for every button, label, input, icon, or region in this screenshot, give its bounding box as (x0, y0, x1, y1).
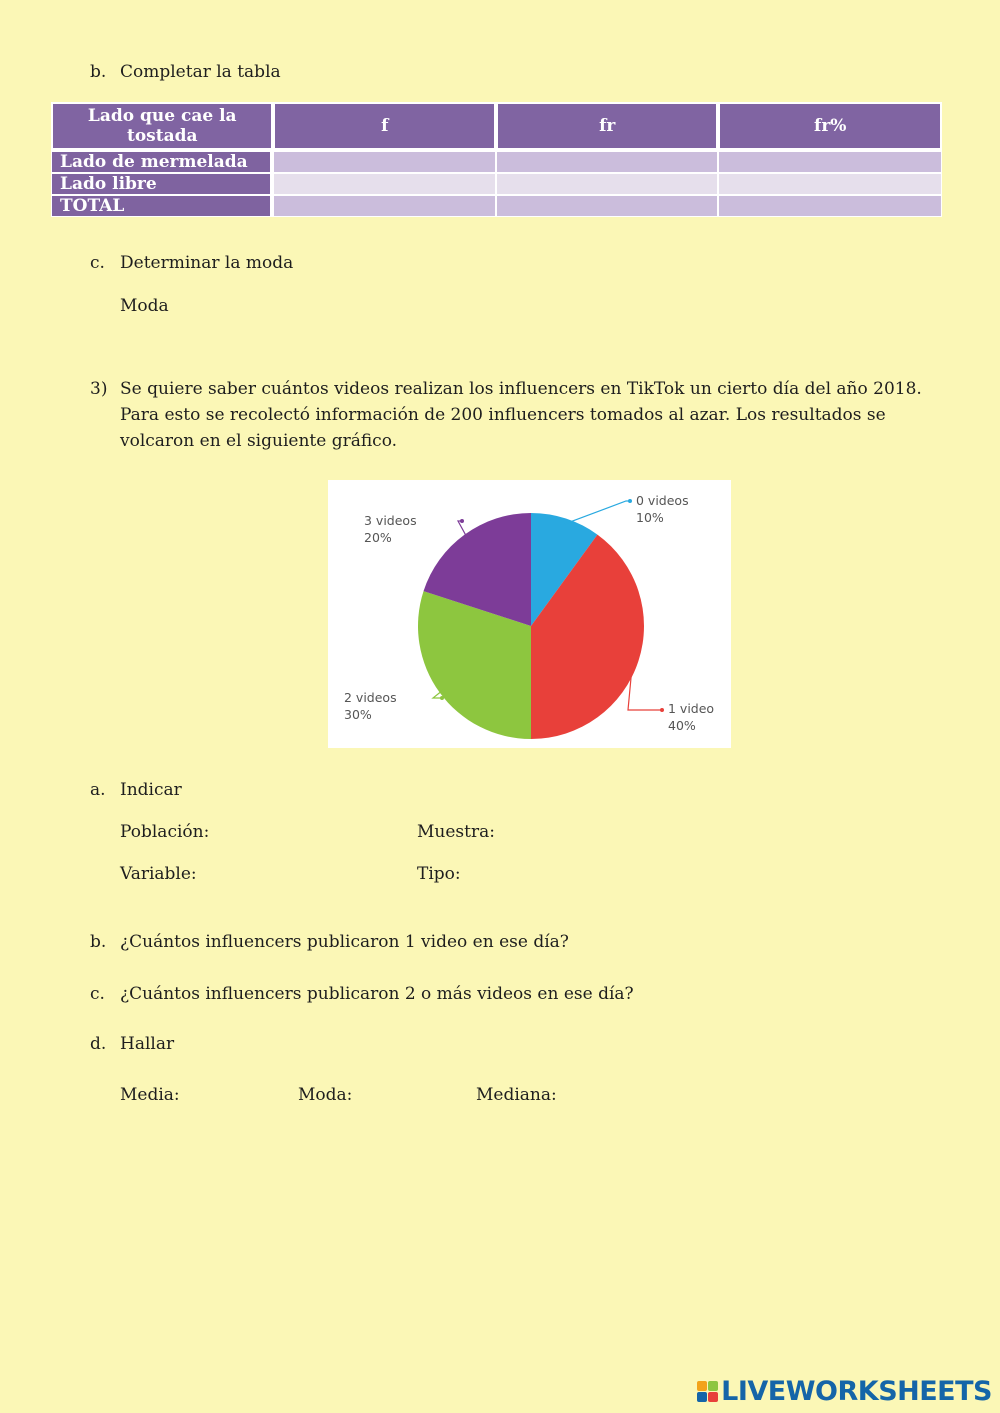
logo-badge-square (697, 1381, 707, 1391)
section-c-question (90, 981, 634, 1007)
problem-line: volcaron en el siguiente gráfico. (120, 431, 398, 451)
tipo-label: Tipo: (417, 864, 461, 884)
section-text: Hallar (120, 1034, 175, 1054)
section-c-heading (90, 250, 293, 276)
table-header-row (51, 102, 942, 151)
slice-label: 1 video (668, 701, 715, 716)
section-marker: c. (90, 253, 105, 273)
row-label: Lado libre (51, 173, 273, 195)
section-b-heading (90, 59, 281, 85)
section-a-heading (90, 777, 182, 803)
logo-badge-square (708, 1392, 718, 1402)
table-row (51, 173, 942, 195)
mediana-label: Mediana: (476, 1085, 557, 1105)
pie-chart (328, 480, 731, 748)
answer-cell-fr[interactable] (496, 173, 718, 195)
variable-label: Variable: (120, 864, 197, 884)
frequency-table (51, 102, 942, 217)
section-b-question (90, 929, 569, 955)
section-text: ¿Cuántos influencers publicaron 1 video en ese día? (120, 932, 569, 952)
table-header-cell: fr% (718, 102, 942, 151)
problem-number: 3) (90, 379, 108, 399)
table-row (51, 151, 942, 173)
moda-label: Moda: (298, 1085, 353, 1105)
row-label: Lado de mermelada (51, 151, 273, 173)
section-text: Determinar la moda (120, 253, 294, 273)
problem-line: Para esto se recolectó información de 200 influencers tomados al azar. Los resultados se (120, 405, 886, 425)
leader-line (564, 501, 630, 524)
section-marker: d. (90, 1034, 107, 1054)
section-marker: b. (90, 932, 107, 952)
slice-percent-label: 30% (344, 707, 372, 722)
row-label: TOTAL (51, 195, 273, 217)
answer-cell-fr-percent[interactable] (718, 195, 942, 217)
slice-percent-label: 10% (636, 510, 664, 525)
slice-label: 3 videos (364, 513, 417, 528)
slice-percent-label: 20% (364, 530, 392, 545)
logo-badge-icon (697, 1381, 718, 1402)
answer-cell-fr-percent[interactable] (718, 173, 942, 195)
problem-line: Se quiere saber cuántos videos realizan los influencers en TikTok un cierto día del año 2018. (120, 379, 922, 399)
muestra-label: Muestra: (417, 822, 495, 842)
slice-label: 0 videos (636, 493, 689, 508)
liveworksheets-logo (697, 1376, 992, 1407)
poblacion-label: Población: (120, 822, 210, 842)
section-marker: c. (90, 984, 105, 1004)
media-label: Media: (120, 1085, 180, 1105)
table-header-cell: fr (496, 102, 718, 151)
answer-cell-fr-percent[interactable] (718, 151, 942, 173)
logo-badge-square (697, 1392, 707, 1402)
slice-label: 2 videos (344, 690, 397, 705)
section-text: ¿Cuántos influencers publicaron 2 o más videos en ese día? (120, 984, 634, 1004)
logo-badge-square (708, 1381, 718, 1391)
section-marker: b. (90, 62, 107, 82)
table-row (51, 195, 942, 217)
section-text: Indicar (120, 780, 182, 800)
table-header-cell: f (273, 102, 495, 151)
pie-chart-svg (328, 480, 731, 748)
leader-arrow (628, 499, 632, 503)
leader-arrow (660, 708, 664, 712)
answer-cell-f[interactable] (273, 195, 495, 217)
leader-arrow (440, 696, 444, 700)
moda-label: Moda (120, 296, 169, 316)
answer-cell-fr[interactable] (496, 195, 718, 217)
answer-cell-f[interactable] (273, 173, 495, 195)
table-header-cell: Lado que cae la tostada (51, 102, 273, 151)
answer-cell-fr[interactable] (496, 151, 718, 173)
section-text: Completar la tabla (120, 62, 281, 82)
logo-text: LIVEWORKSHEETS (721, 1376, 992, 1407)
leader-arrow (460, 519, 464, 523)
section-marker: a. (90, 780, 106, 800)
answer-cell-f[interactable] (273, 151, 495, 173)
section-d-heading (90, 1031, 174, 1057)
slice-percent-label: 40% (668, 718, 696, 733)
